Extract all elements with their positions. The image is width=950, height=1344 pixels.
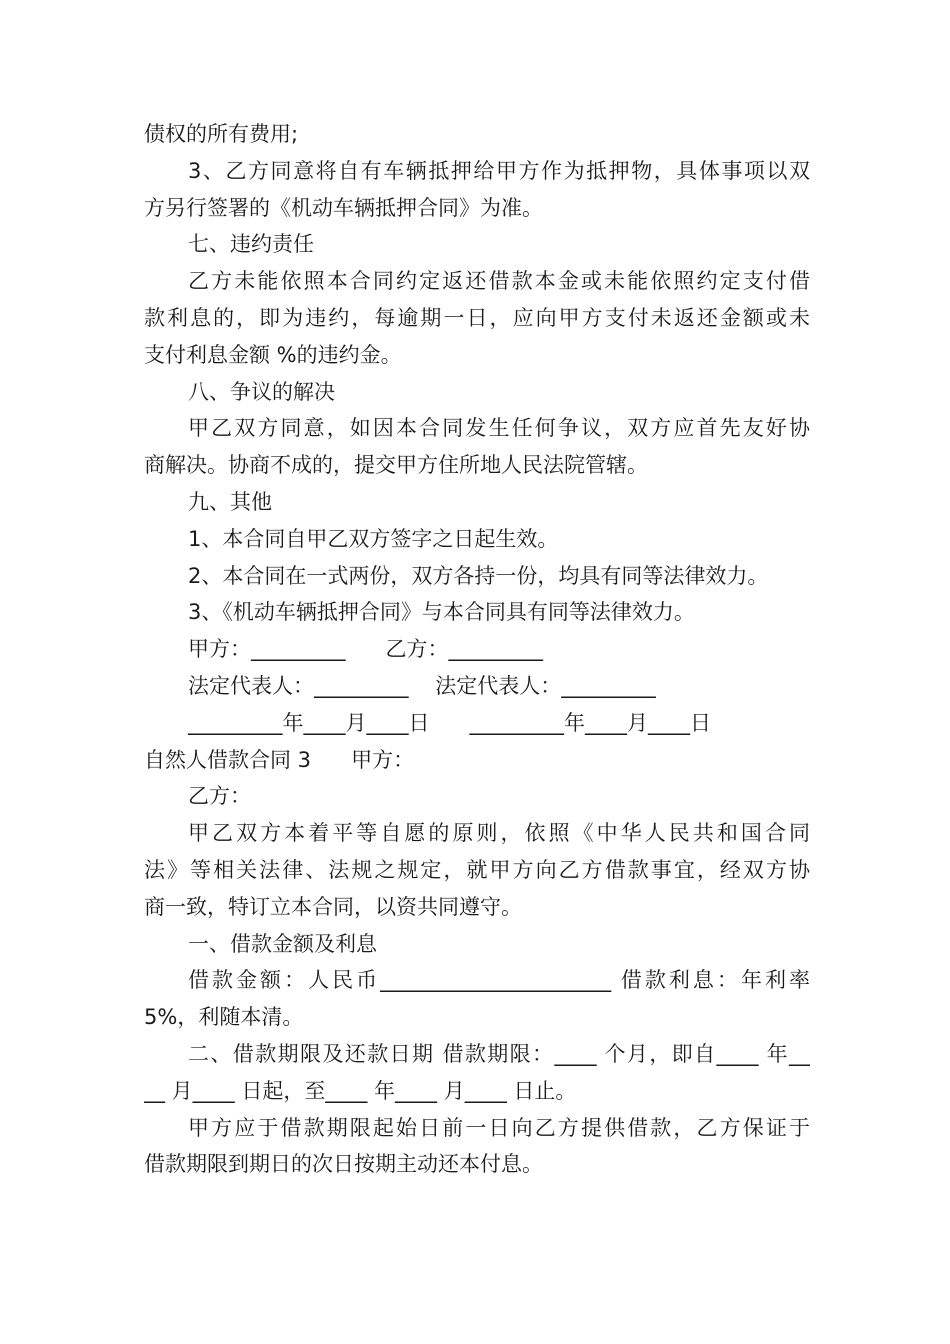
text-line: 甲乙双方同意，如因本合同发生任何争议，双方应首先友好协 (188, 416, 810, 441)
text-line: 甲方：_________ 乙方：_________ (188, 637, 544, 662)
text-line: 借款金额：人民币______________________ 借款利息：年利率 (188, 968, 810, 993)
text-line: 法》等相关法律、法规之规定，就甲方向乙方借款事宜，经双方协 (144, 857, 810, 882)
text-line: 3、乙方同意将自有车辆抵押给甲方作为抵押物，具体事项以双 (188, 158, 810, 183)
text-line: 2、本合同在一式两份，双方各持一份，均具有同等法律效力。 (188, 563, 769, 588)
text-line: 债权的所有费用; (144, 122, 299, 146)
text-line: 借款期限到期日的次日按期主动还本付息。 (144, 1152, 543, 1177)
text-line: __ 月____ 日起，至____ 年____ 月____ 日止。 (144, 1078, 577, 1103)
text-line: 乙方： (188, 784, 251, 809)
text-line: 支付利息金额 %的违约金。 (144, 342, 402, 367)
text-line: 自然人借款合同 3 甲方： (144, 747, 415, 772)
text-line: 乙方未能依照本合同约定返还借款本金或未能依照约定支付借 (188, 269, 810, 294)
text-line: 商解决。协商不成的，提交甲方住所地人民法院管辖。 (144, 453, 648, 478)
text-line: 款利息的，即为违约，每逾期一日，应向甲方支付未返还金额或未 (144, 305, 810, 330)
text-line: 七、违约责任 (188, 232, 314, 257)
text-line: 5%，利随本清。 (144, 1005, 304, 1030)
document-body (144, 116, 810, 1183)
text-line: 法定代表人：_________ 法定代表人：_________ (188, 673, 656, 698)
text-line: 方另行签署的《机动车辆抵押合同》为准。 (144, 195, 543, 220)
text-line: 1、本合同自甲乙双方签字之日起生效。 (188, 526, 559, 551)
text-line: 甲乙双方本着平等自愿的原则，依照《中华人民共和国合同 (188, 821, 810, 846)
text-line: 商一致，特订立本合同，以资共同遵守。 (144, 894, 522, 919)
text-line: 一、借款金额及利息 (188, 931, 377, 956)
text-line: 九、其他 (188, 489, 272, 514)
text-line: 二、借款期限及还款日期 借款期限：____ 个月，即自____ 年__ (188, 1041, 810, 1066)
text-line: 八、争议的解决 (188, 379, 335, 404)
text-line: 3、《机动车辆抵押合同》与本合同具有同等法律效力。 (188, 600, 695, 625)
text-line: 甲方应于借款期限起始日前一日向乙方提供借款，乙方保证于 (188, 1115, 810, 1140)
text-line: _________年____月____日 _________年____月____日 (188, 710, 712, 735)
